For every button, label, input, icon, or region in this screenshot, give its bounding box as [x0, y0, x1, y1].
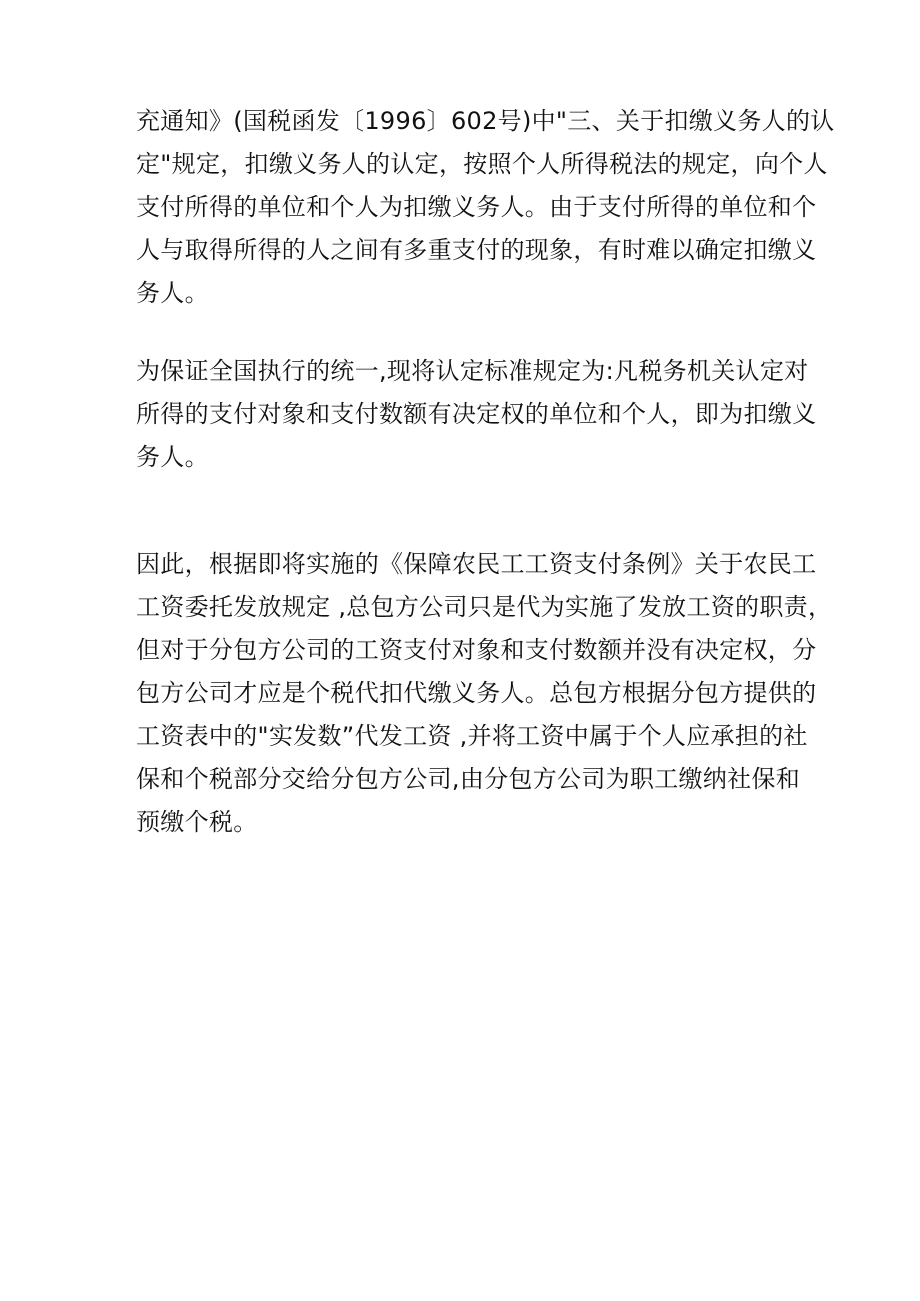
text-line: 工资表中的"实发数”代发工资 ,并将工资中属于个人应承担的社 [136, 722, 808, 750]
text-line: 工资委托发放规定 ,总包方公司只是代为实施了发放工资的职责， [136, 593, 833, 621]
text-line: 所得的支付对象和支付数额有决定权的单位和个人，即为扣缴义 [136, 400, 817, 428]
paragraph-conclusion [136, 543, 833, 844]
text-line: 因此，根据即将实施的《保障农民工工资支付条例》关于农民工 [136, 550, 817, 578]
text-line: 务人。 [136, 443, 209, 471]
text-line: 人与取得所得的人之间有多重支付的现象，有时难以确定扣缴义 [136, 236, 817, 264]
text-line: 支付所得的单位和个人为扣缴义务人。由于支付所得的单位和个 [136, 193, 817, 221]
text-line: 定"规定，扣缴义务人的认定，按照个人所得税法的规定，向个人 [136, 150, 828, 178]
paragraph-unified-standard [136, 350, 817, 479]
text-line: 务人。 [136, 279, 209, 307]
text-line: 包方公司才应是个税代扣代缴义务人。总包方根据分包方提供的 [136, 679, 817, 707]
text-line: 但对于分包方公司的工资支付对象和支付数额并没有决定权，分 [136, 636, 817, 664]
text-line: 充通知》(国税函发〔1996〕602号)中"三、关于扣缴义务人的认 [136, 107, 835, 135]
text-line: 预缴个税。 [136, 808, 258, 836]
text-line: 保和个税部分交给分包方公司,由分包方公司为职工缴纳社保和 [136, 765, 801, 793]
text-line: 为保证全国执行的统一,现将认定标准规定为:凡税务机关认定对 [136, 357, 809, 385]
paragraph-withholding-agent-definition [136, 100, 835, 315]
